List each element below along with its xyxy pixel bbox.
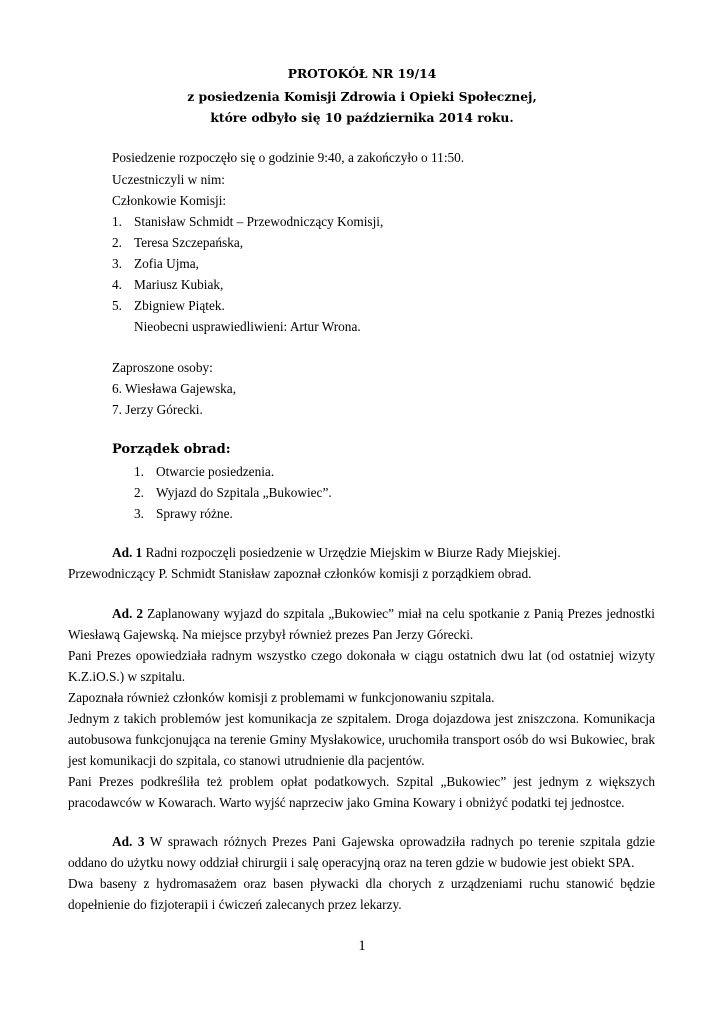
ad2-line-8: jest komunikacji do szpitala, co stanowi utrudnienie dla pacjentów. bbox=[68, 753, 425, 768]
guests-label: Zaproszone osoby: bbox=[112, 360, 213, 375]
ad3-label: Ad. 3 bbox=[112, 834, 145, 849]
member-number: 3. bbox=[112, 256, 122, 271]
ad2-line-9: Pani Prezes podkreśliła też problem opłat podatkowych. Szpital „Bukowiec” jest jednym z większych bbox=[68, 774, 655, 789]
ad2-line-6: Jednym z takich problemów jest komunikacja ze szpitalem. Droga dojazdowa jest zniszczona. Komunikacja bbox=[68, 711, 655, 726]
agenda-item-number: 2. bbox=[134, 485, 144, 500]
absent-members: Nieobecni usprawiedliwieni: Artur Wrona. bbox=[134, 319, 361, 334]
document-title: PROTOKÓŁ NR 19/14 bbox=[287, 66, 437, 81]
document-subtitle-1: z posiedzenia Komisji Zdrowia i Opieki Społecznej, bbox=[187, 89, 537, 104]
ad3-line-2: oddano do użytku nowy oddział chirurgii i salę operacyjną oraz na teren gdzie w budowie jest obiekt SPA. bbox=[68, 855, 635, 870]
member-name: Zofia Ujma, bbox=[134, 256, 199, 271]
agenda-item: Sprawy różne. bbox=[156, 506, 233, 521]
ad1-label: Ad. 1 bbox=[112, 545, 143, 560]
ad2-line-5: Zapoznała również członków komisji z problemami w funkcjonowaniu szpitala. bbox=[68, 690, 495, 705]
member-number: 4. bbox=[112, 277, 122, 292]
intro-line-1: Posiedzenie rozpoczęło się o godzinie 9:40, a zakończyło o 11:50. bbox=[112, 150, 465, 165]
ad2-line-7: autobusowa funkcjonująca na terenie Gminy Mysłakowice, uruchomiła transport osób do wsi Bukowiec, brak bbox=[68, 732, 655, 747]
ad2-line-3: Pani Prezes opowiedziała radnym wszystko czego dokonała w ciągu ostatnich dwu lat (od ostatniej wizyty bbox=[68, 648, 655, 663]
ad3-paragraph-first-line bbox=[112, 834, 655, 850]
ad1-line-2: Przewodniczący P. Schmidt Stanisław zapoznał członków komisji z porządkiem obrad. bbox=[68, 566, 532, 581]
ad2-line-4: K.Z.iO.S.) w szpitalu. bbox=[68, 669, 186, 684]
agenda-item-number: 3. bbox=[134, 506, 144, 521]
ad2-line-2: Wiesławą Gajewską. Na miejsce przybył również prezes Pan Jerzy Górecki. bbox=[68, 627, 474, 642]
page-number: 1 bbox=[358, 938, 366, 954]
ad1-line-1: Radni rozpoczęli posiedzenie w Urzędzie Miejskim w Biurze Rady Miejskiej. bbox=[142, 545, 561, 560]
ad2-paragraph-first-line bbox=[112, 606, 655, 622]
member-number: 2. bbox=[112, 235, 122, 250]
ad2-label: Ad. 2 bbox=[112, 606, 144, 621]
document-subtitle-2: które odbyło się 10 października 2014 roku. bbox=[210, 110, 514, 125]
agenda-title: Porządek obrad: bbox=[112, 442, 231, 457]
members-label: Członkowie Komisji: bbox=[112, 193, 227, 208]
intro-line-2: Uczestniczyli w nim: bbox=[112, 172, 225, 187]
agenda-item: Wyjazd do Szpitala „Bukowiec”. bbox=[156, 485, 332, 500]
ad2-line-1: Zaplanowany wyjazd do szpitala „Bukowiec” miał na celu spotkanie z Panią Prezes jednostki bbox=[143, 606, 656, 621]
ad3-line-1: W sprawach różnych Prezes Pani Gajewska oprowadziła radnych po terenie szpitala gdzie bbox=[144, 834, 656, 849]
member-number: 5. bbox=[112, 298, 122, 313]
member-name: Mariusz Kubiak, bbox=[134, 277, 224, 292]
member-name: Teresa Szczepańska, bbox=[134, 235, 244, 250]
member-name: Stanisław Schmidt – Przewodniczący Komisji, bbox=[134, 214, 384, 229]
ad3-line-3: Dwa baseny z hydromasażem oraz basen pływacki dla chorych z urządzeniami ruchu stanowić będzie bbox=[68, 876, 655, 891]
ad3-line-4: dopełnienie do fizjoterapii i ćwiczeń zalecanych przez lekarzy. bbox=[68, 897, 402, 912]
member-name: Zbigniew Piątek. bbox=[134, 298, 225, 313]
agenda-item: Otwarcie posiedzenia. bbox=[156, 464, 275, 479]
guest-item: 7. Jerzy Górecki. bbox=[112, 402, 203, 417]
agenda-item-number: 1. bbox=[134, 464, 144, 479]
member-number: 1. bbox=[112, 214, 122, 229]
ad2-line-10: pracodawców w Kowarach. Warto wyjść naprzeciw jako Gmina Kowary i obniżyć podatki tej jednostce. bbox=[68, 795, 625, 810]
guest-item: 6. Wiesława Gajewska, bbox=[112, 381, 237, 396]
ad1-paragraph-first-line bbox=[112, 545, 561, 561]
